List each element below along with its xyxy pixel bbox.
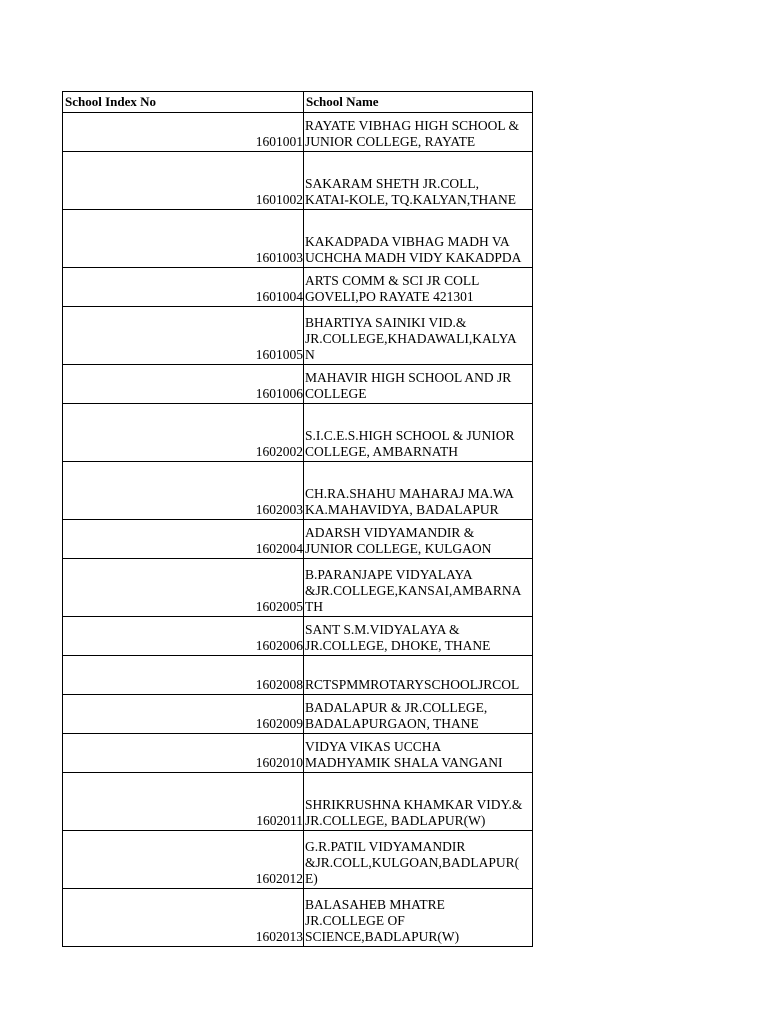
table-row xyxy=(63,831,533,889)
school-index-cell: 1601004 xyxy=(63,268,304,306)
school-name-cell: SAKARAM SHETH JR.COLL, KATAI-KOLE, TQ.KALYAN,THANE xyxy=(304,152,533,209)
table-header-row xyxy=(63,92,533,113)
school-index-cell: 1602005 xyxy=(63,559,304,616)
school-name-cell: S.I.C.E.S.HIGH SCHOOL & JUNIOR COLLEGE, AMBARNATH xyxy=(304,404,533,461)
table-row xyxy=(63,520,533,559)
table-body xyxy=(63,113,533,947)
school-index-cell: 1602013 xyxy=(63,889,304,946)
table-row xyxy=(63,462,533,520)
school-name-cell: ARTS COMM & SCI JR COLL GOVELI,PO RAYATE 421301 xyxy=(304,268,533,306)
header-school-name: School Name xyxy=(304,92,533,112)
table-row xyxy=(63,307,533,365)
table-row xyxy=(63,152,533,210)
table-row xyxy=(63,210,533,268)
table-row xyxy=(63,773,533,831)
school-name-cell: BALASAHEB MHATRE JR.COLLEGE OF SCIENCE,BADLAPUR(W) xyxy=(304,889,533,946)
school-index-cell: 1601003 xyxy=(63,210,304,267)
table-row xyxy=(63,656,533,695)
school-table xyxy=(62,91,533,947)
school-name-cell: KAKADPADA VIBHAG MADH VA UCHCHA MADH VIDY KAKADPDA xyxy=(304,210,533,267)
table-row xyxy=(63,404,533,462)
school-index-cell: 1602008 xyxy=(63,656,304,694)
school-name-cell: G.R.PATIL VIDYAMANDIR &JR.COLL,KULGOAN,BADLAPUR( E) xyxy=(304,831,533,888)
table-row xyxy=(63,559,533,617)
table-row xyxy=(63,365,533,404)
school-index-cell: 1602003 xyxy=(63,462,304,519)
table-row xyxy=(63,268,533,307)
school-index-cell: 1602004 xyxy=(63,520,304,558)
school-index-cell: 1602006 xyxy=(63,617,304,655)
header-school-index-no: School Index No xyxy=(63,92,304,112)
school-name-cell: RAYATE VIBHAG HIGH SCHOOL & JUNIOR COLLEGE, RAYATE xyxy=(304,113,533,151)
school-name-cell: VIDYA VIKAS UCCHA MADHYAMIK SHALA VANGANI xyxy=(304,734,533,772)
school-index-cell: 1602011 xyxy=(63,773,304,830)
school-index-cell: 1602010 xyxy=(63,734,304,772)
school-index-cell: 1601006 xyxy=(63,365,304,403)
school-name-cell: MAHAVIR HIGH SCHOOL AND JR COLLEGE xyxy=(304,365,533,403)
school-index-cell: 1601001 xyxy=(63,113,304,151)
table-row xyxy=(63,695,533,734)
school-name-cell: BADALAPUR & JR.COLLEGE, BADALAPURGAON, THANE xyxy=(304,695,533,733)
school-index-cell: 1601002 xyxy=(63,152,304,209)
table-row xyxy=(63,617,533,656)
table-row xyxy=(63,734,533,773)
table-row xyxy=(63,113,533,152)
school-index-cell: 1602002 xyxy=(63,404,304,461)
school-name-cell: SANT S.M.VIDYALAYA & JR.COLLEGE, DHOKE, THANE xyxy=(304,617,533,655)
school-name-cell: BHARTIYA SAINIKI VID.& JR.COLLEGE,KHADAWALI,KALYA N xyxy=(304,307,533,364)
school-name-cell: B.PARANJAPE VIDYALAYA &JR.COLLEGE,KANSAI,AMBARNA TH xyxy=(304,559,533,616)
school-name-cell: SHRIKRUSHNA KHAMKAR VIDY.& JR.COLLEGE, BADLAPUR(W) xyxy=(304,773,533,830)
school-index-cell: 1601005 xyxy=(63,307,304,364)
school-name-cell: CH.RA.SHAHU MAHARAJ MA.WA KA.MAHAVIDYA, BADALAPUR xyxy=(304,462,533,519)
school-name-cell: ADARSH VIDYAMANDIR & JUNIOR COLLEGE, KULGAON xyxy=(304,520,533,558)
school-index-cell: 1602009 xyxy=(63,695,304,733)
school-name-cell: RCTSPMMROTARYSCHOOLJRCOL xyxy=(304,656,533,694)
school-index-cell: 1602012 xyxy=(63,831,304,888)
table-row xyxy=(63,889,533,947)
